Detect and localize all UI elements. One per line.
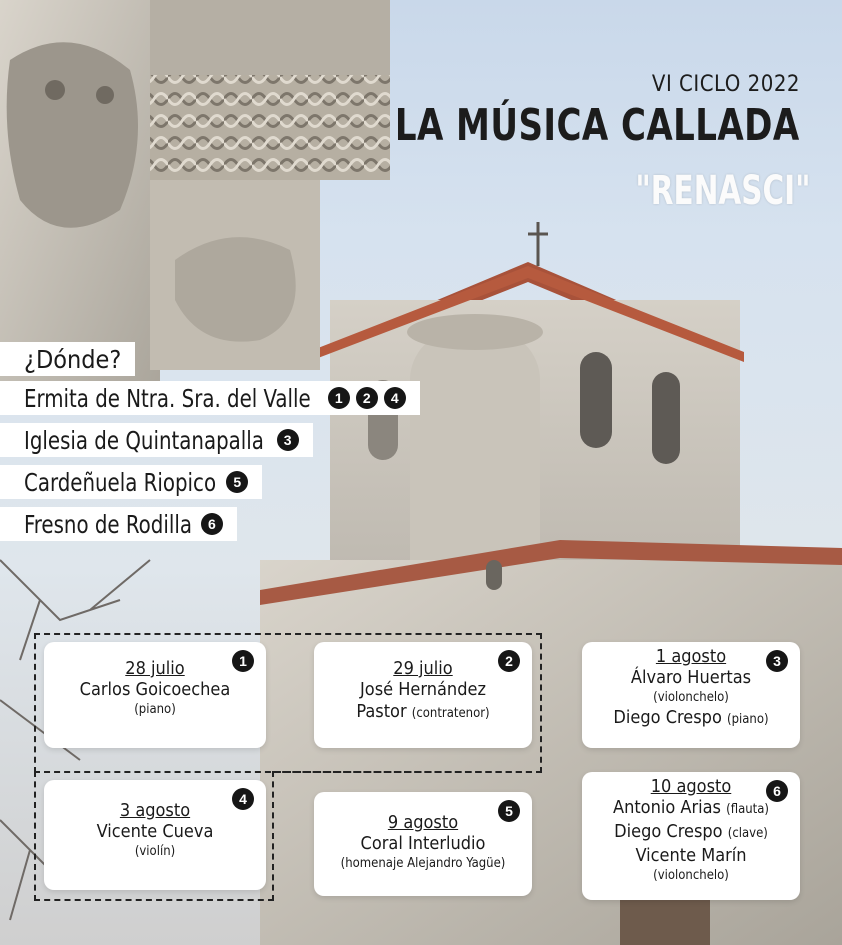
location-number: 3 (277, 429, 299, 451)
performer-name: Carlos Goicoechea (79, 679, 231, 700)
concert-number: 3 (766, 650, 788, 672)
location-number: 4 (384, 387, 406, 409)
concert-date: 29 julio (393, 658, 453, 679)
performer-name: Pastor (356, 701, 407, 722)
performer-line (582, 707, 800, 731)
performer-name: Vicente Marín (635, 845, 747, 866)
location-item (0, 423, 313, 457)
performer-instrument: (piano) (134, 702, 176, 717)
location-number: 6 (201, 513, 223, 535)
performer-role: (contratenor) (411, 706, 490, 721)
concert-number: 4 (232, 788, 254, 810)
location-name: Fresno de Rodilla (24, 509, 192, 539)
location-number: 2 (356, 387, 378, 409)
performer-name: Diego Crespo (614, 821, 723, 842)
performer-name: Vicente Cueva (96, 821, 214, 842)
concert-card-6 (582, 772, 800, 900)
location-number: 1 (328, 387, 350, 409)
concert-number: 2 (498, 650, 520, 672)
performer-name: Diego Crespo (613, 707, 722, 728)
location-item (0, 465, 262, 499)
performer-name: Álvaro Huertas (630, 667, 752, 688)
concert-date: 1 agosto (655, 646, 727, 667)
location-name: Cardeñuela Riopico (24, 467, 217, 497)
performer-role: (piano) (727, 712, 769, 727)
performer-instrument: (violín) (134, 844, 176, 859)
locations-heading (0, 342, 135, 376)
performer-name: Antonio Arias (613, 797, 721, 818)
location-item (0, 507, 237, 541)
poster-subtitle: "RENASCI" (634, 168, 810, 214)
poster-title: LA MÚSICA CALLADA (395, 100, 800, 151)
location-name: Iglesia de Quintanapalla (24, 425, 264, 455)
concert-date: 9 agosto (387, 812, 459, 833)
concert-card-3 (582, 642, 800, 748)
performer-role: (clave) (727, 826, 768, 841)
concert-card-4 (44, 780, 266, 890)
performer-instrument: (violonchelo) (653, 690, 729, 705)
concert-number: 6 (766, 780, 788, 802)
performer-line (582, 797, 800, 821)
locations-heading-text: ¿Dónde? (24, 344, 122, 374)
dashed-outline (272, 771, 542, 773)
performer-role: (flauta) (726, 802, 769, 817)
location-name: Ermita de Ntra. Sra. del Valle (24, 383, 311, 413)
concert-date: 10 agosto (650, 776, 732, 797)
performer-instrument: (homenaje Alejandro Yagüe) (340, 856, 506, 871)
performer-name: Coral Interludio (360, 833, 486, 854)
concert-card-2 (314, 642, 532, 748)
concert-date: 3 agosto (119, 800, 191, 821)
concert-number: 5 (498, 800, 520, 822)
location-number: 5 (226, 471, 248, 493)
edition-label: VI CICLO 2022 (651, 72, 800, 97)
performer-instrument: (violonchelo) (653, 868, 729, 883)
performer-name: José Hernández (360, 679, 486, 700)
location-item (0, 381, 420, 415)
concert-card-5 (314, 792, 532, 896)
performer-line (314, 701, 532, 725)
concert-date: 28 julio (125, 658, 185, 679)
performer-line (582, 821, 800, 845)
concert-card-1 (44, 642, 266, 748)
concert-number: 1 (232, 650, 254, 672)
